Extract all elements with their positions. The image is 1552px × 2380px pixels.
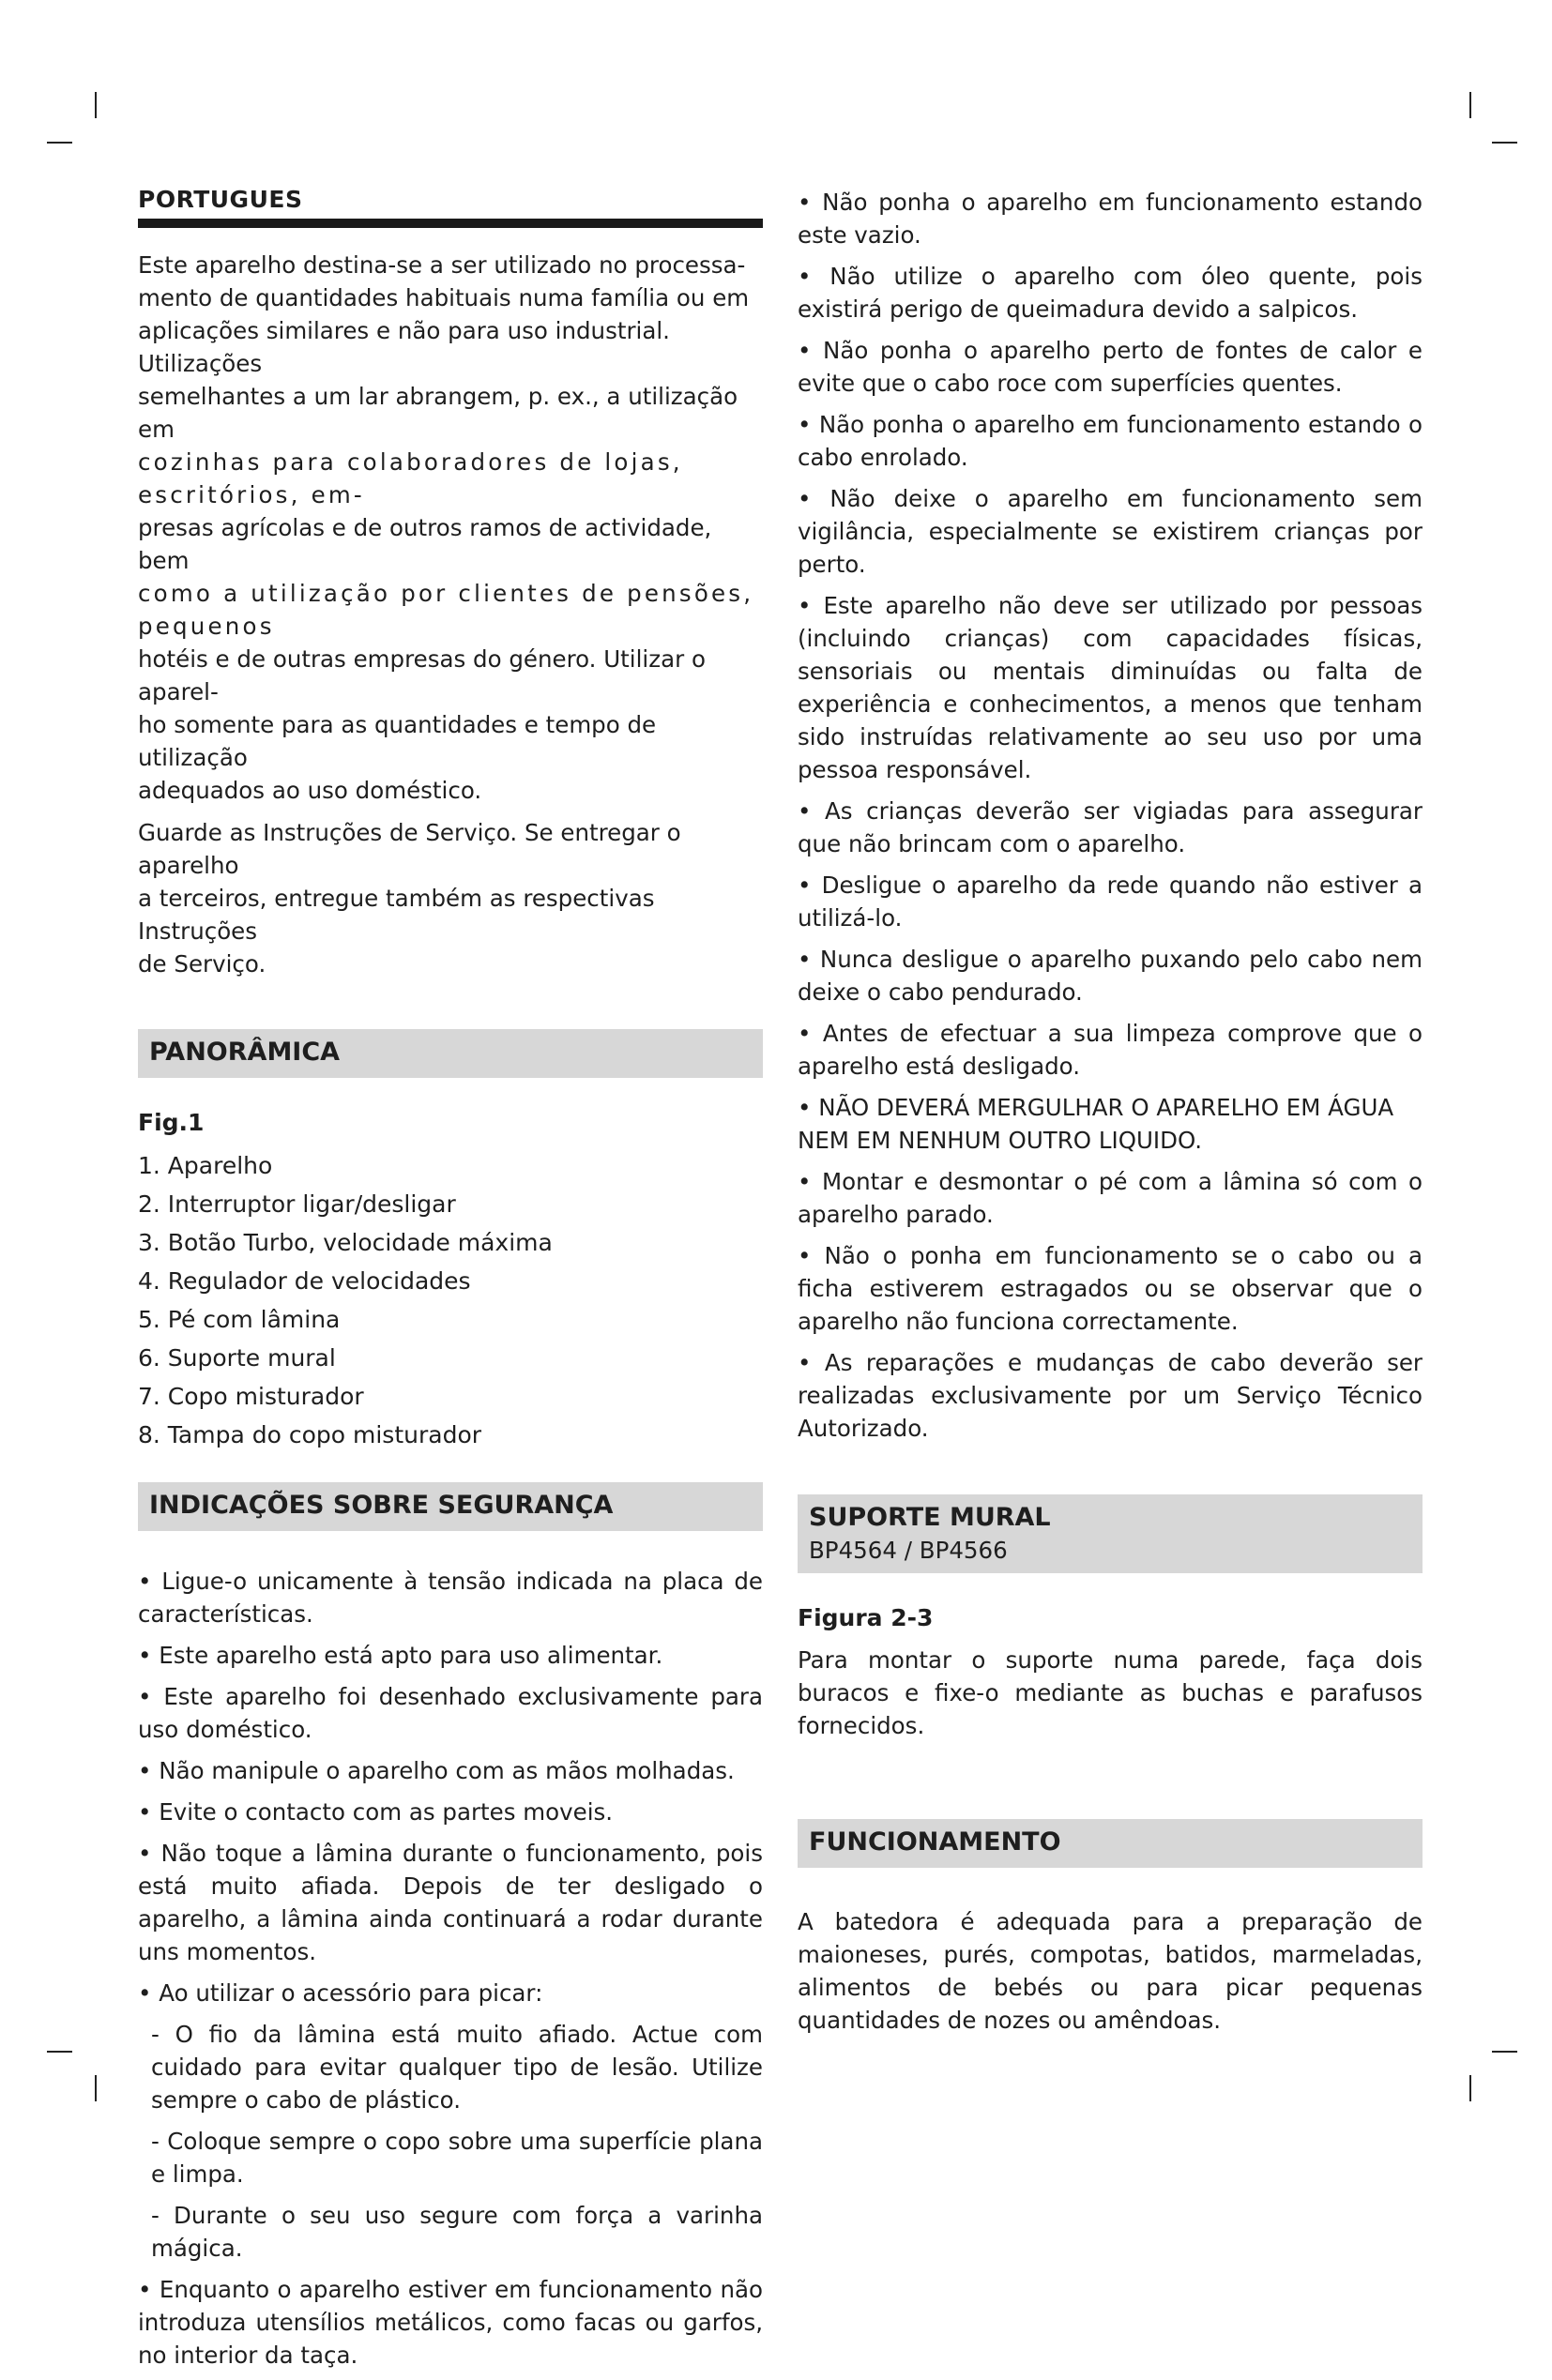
crop-mark-tl-v: [95, 92, 97, 118]
safety-item: • Enquanto o aparelho estiver em funcionamento não introduza utensílios metálicos, como facas ou garfos, no interior da taça.: [138, 2276, 763, 2369]
keep-line: Guarde as Instruções de Serviço. Se entregar o aparelho: [138, 819, 681, 879]
operation-text: A batedora é adequada para a preparação de maioneses, purés, compotas, batidos, marmeladas, alimentos de bebés ou para picar pequenas quantidades de nozes ou amêndoas.: [798, 1908, 1423, 2034]
operation-title: FUNCIONAMENTO: [809, 1827, 1061, 1857]
spacer: [798, 1573, 1423, 1601]
crop-mark-br-h: [1492, 2051, 1517, 2053]
safety-item: • Este aparelho foi desenhado exclusivamente para uso doméstico.: [138, 1683, 763, 1743]
intro-line: semelhantes a um lar abrangem, p. ex., a utilização em: [138, 383, 738, 443]
crop-mark-tl-h: [47, 142, 72, 144]
safety-item: • Não o ponha em funcionamento se o cabo ou a ficha estiverem estragados ou se observar que o aparelho não funciona correctamente.: [798, 1242, 1423, 1335]
wall-mount-models: BP4564 / BP4566: [809, 1537, 1008, 1564]
list-item: 4. Regulador de velocidades: [138, 1267, 471, 1295]
list-item: 3. Botão Turbo, velocidade máxima: [138, 1229, 553, 1256]
intro-line: cozinhas para colaboradores de lojas, escritórios, em-: [138, 448, 683, 508]
safety-item: • Evite o contacto com as partes moveis.: [138, 1798, 614, 1826]
safety-item: • Nunca desligue o aparelho puxando pelo cabo nem deixe o cabo pendurado.: [798, 946, 1423, 1006]
figure-label: Fig.1: [138, 1109, 205, 1136]
spacer: [138, 1531, 763, 1565]
parts-list: [138, 1146, 763, 1454]
safety-item: • Não deixe o aparelho em funcionamento sem vigilância, especialmente se existirem crianças por perto.: [798, 485, 1423, 578]
intro-line: aplicações similares e não para uso industrial. Utilizações: [138, 317, 670, 377]
overview-section-header: [138, 1029, 763, 1078]
intro-paragraph: [138, 249, 763, 807]
intro-line: como a utilização por clientes de pensões, pequenos: [138, 580, 754, 640]
list-item: 5. Pé com lâmina: [138, 1306, 341, 1333]
crop-mark-bl-h: [47, 2051, 72, 2053]
list-item: 7. Copo misturador: [138, 1383, 364, 1410]
crop-mark-tr-h: [1492, 142, 1517, 144]
spacer: [138, 1078, 763, 1106]
list-item: 8. Tampa do copo misturador: [138, 1421, 482, 1448]
safety-item: • NÃO DEVERÁ MERGULHAR O APARELHO EM ÁGUA NEM EM NENHUM OUTRO LIQUIDO.: [798, 1094, 1394, 1154]
wall-mount-text: Para montar o suporte numa parede, faça dois buracos e fixe-o mediante as buchas e parafusos fornecidos.: [798, 1646, 1423, 1739]
intro-line: ho somente para as quantidades e tempo de utilização: [138, 711, 657, 771]
list-item: 2. Interruptor ligar/desligar: [138, 1190, 456, 1218]
safety-item: • Ligue-o unicamente à tensão indicada na placa de características.: [138, 1568, 763, 1628]
safety-item: • Não toque a lâmina durante o funcionamento, pois está muito afiada. Depois de ter desligado o aparelho, a lâmina ainda continuará a rodar durante uns momentos.: [138, 1840, 763, 1965]
safety-item: • As crianças deverão ser vigiadas para assegurar que não brincam com o aparelho.: [798, 797, 1423, 857]
safety-item: • Este aparelho está apto para uso alimentar.: [138, 1642, 663, 1669]
intro-line: Este aparelho destina-se a ser utilizado no processa-: [138, 251, 746, 279]
chopper-note: - O fio da lâmina está muito afiado. Actue com cuidado para evitar qualquer tipo de lesão. Utilize sempre o cabo de plástico.: [151, 2021, 763, 2114]
crop-mark-tr-v: [1469, 92, 1471, 118]
wall-mount-section-header: [798, 1494, 1423, 1573]
intro-line: hotéis e de outras empresas do género. Utilizar o aparel-: [138, 645, 706, 705]
safety-section-header: [138, 1482, 763, 1531]
intro-line: mento de quantidades habituais numa família ou em: [138, 284, 750, 311]
safety-title: INDICAÇÕES SOBRE SEGURANÇA: [149, 1491, 614, 1520]
spacer: [138, 1139, 763, 1146]
left-column: [138, 186, 763, 2380]
safety-item: • As reparações e mudanças de cabo deverão ser realizadas exclusivamente por um Serviço Técnico Autorizado.: [798, 1349, 1423, 1442]
overview-title: PANORÂMICA: [149, 1038, 341, 1067]
wall-mount-title: SUPORTE MURAL: [809, 1503, 1051, 1532]
crop-mark-bl-v: [95, 2075, 97, 2101]
spacer: [138, 807, 763, 816]
safety-item: • Antes de efectuar a sua limpeza comprove que o aparelho está desligado.: [798, 1020, 1423, 1080]
chopper-note: - Coloque sempre o copo sobre uma superfície plana e limpa.: [151, 2128, 763, 2188]
language-title: PORTUGUES: [138, 186, 303, 213]
keep-line: de Serviço.: [138, 950, 266, 978]
intro-line: presas agrícolas e de outros ramos de actividade, bem: [138, 514, 712, 574]
list-item: 6. Suporte mural: [138, 1344, 336, 1372]
spacer: [798, 1634, 1423, 1644]
safety-item: • Desligue o aparelho da rede quando não estiver a utilizá-lo.: [798, 872, 1423, 932]
keep-line: a terceiros, entregue também as respectivas Instruções: [138, 885, 655, 945]
spacer: [138, 980, 763, 1029]
spacer: [798, 1453, 1423, 1494]
crop-mark-br-v: [1469, 2075, 1471, 2101]
figure-label: Figura 2-3: [798, 1604, 934, 1631]
safety-item: • Montar e desmontar o pé com a lâmina só com o aparelho parado.: [798, 1168, 1423, 1228]
safety-item: • Este aparelho não deve ser utilizado por pessoas (incluindo crianças) com capacidades físicas, sensoriais ou mentais diminuídas ou falta de experiência e conhecimentos, a menos que tenham sido instruídas relativamente ao seu uso por uma pessoa responsável.: [798, 592, 1423, 783]
operation-section-header: [798, 1819, 1423, 1868]
keep-instructions-paragraph: [138, 816, 763, 980]
safety-item: • Não ponha o aparelho em funcionamento estando este vazio.: [798, 189, 1423, 249]
spacer: [798, 1868, 1423, 1905]
list-item: 1. Aparelho: [138, 1152, 273, 1179]
right-column: [798, 186, 1423, 2037]
safety-item: • Não manipule o aparelho com as mãos molhadas.: [138, 1757, 735, 1784]
safety-item: • Não utilize o aparelho com óleo quente, pois existirá perigo de queimadura devido a salpicos.: [798, 263, 1423, 323]
title-rule: [138, 219, 763, 228]
chopper-note: - Durante o seu uso segure com força a varinha mágica.: [151, 2202, 763, 2262]
spacer: [138, 1454, 763, 1482]
safety-item: • Não ponha o aparelho perto de fontes de calor e evite que o cabo roce com superfícies quentes.: [798, 337, 1423, 397]
intro-line: adequados ao uso doméstico.: [138, 777, 482, 804]
safety-item: • Não ponha o aparelho em funcionamento estando o cabo enrolado.: [798, 411, 1423, 471]
spacer: [798, 1742, 1423, 1819]
safety-item: • Ao utilizar o acessório para picar:: [138, 1979, 543, 2007]
